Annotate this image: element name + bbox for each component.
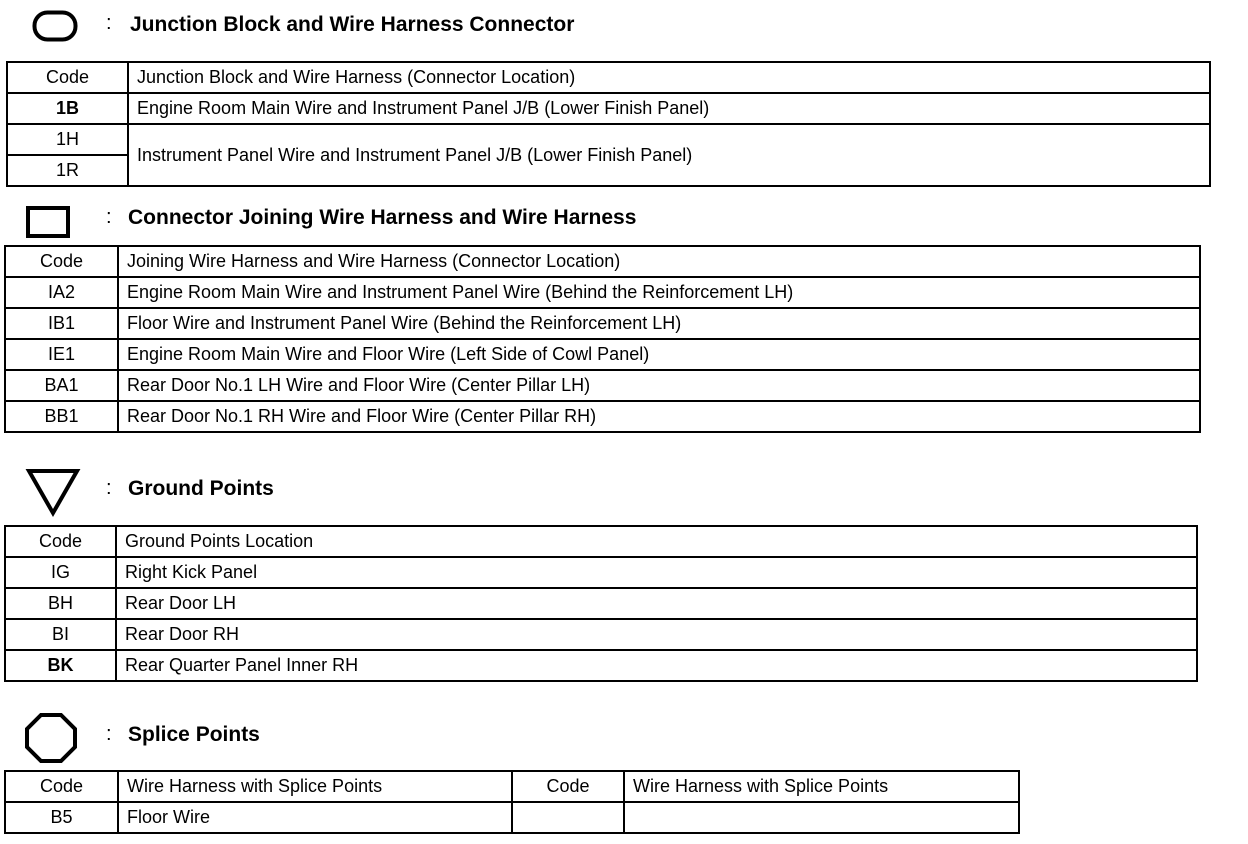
section-colon: :: [106, 723, 112, 745]
row-code: BB1: [5, 401, 118, 432]
splice-points-table: [4, 770, 1020, 834]
header-description: Junction Block and Wire Harness (Connector Location): [128, 62, 1210, 93]
section-title-junction-block: Junction Block and Wire Harness Connector: [130, 13, 575, 36]
table-header-row: [5, 771, 1019, 802]
row-description: [624, 802, 1019, 833]
table-row: [5, 802, 1019, 833]
header-description: Wire Harness with Splice Points: [624, 771, 1019, 802]
row-description: Floor Wire and Instrument Panel Wire (Behind the Reinforcement LH): [118, 308, 1200, 339]
header-code: Code: [5, 246, 118, 277]
row-code: IE1: [5, 339, 118, 370]
row-code: BI: [5, 619, 116, 650]
section-title-splice-points: Splice Points: [128, 723, 260, 746]
table-row: [5, 401, 1200, 432]
rounded-rectangle-icon: [32, 10, 78, 42]
table-row: [5, 557, 1197, 588]
row-code: IG: [5, 557, 116, 588]
table-row: [7, 93, 1210, 124]
row-description: Engine Room Main Wire and Instrument Panel J/B (Lower Finish Panel): [128, 93, 1210, 124]
row-code: IB1: [5, 308, 118, 339]
header-code: Code: [512, 771, 624, 802]
inverted-triangle-icon: [26, 468, 80, 516]
table-row: [5, 339, 1200, 370]
row-description: Floor Wire: [118, 802, 512, 833]
ground-points-table: [4, 525, 1198, 682]
table-header-row: [5, 526, 1197, 557]
row-code: [512, 802, 624, 833]
row-code: IA2: [5, 277, 118, 308]
row-code: 1H: [7, 124, 128, 155]
section-title-connector-joining: Connector Joining Wire Harness and Wire Harness: [128, 206, 637, 229]
row-code: 1B: [7, 93, 128, 124]
row-description: Rear Door RH: [116, 619, 1197, 650]
section-colon: :: [106, 206, 112, 228]
square-icon: [26, 206, 70, 238]
row-description: Engine Room Main Wire and Floor Wire (Left Side of Cowl Panel): [118, 339, 1200, 370]
table-row: [7, 124, 1210, 155]
octagon-icon: [24, 712, 78, 764]
row-code: B5: [5, 802, 118, 833]
header-description: Ground Points Location: [116, 526, 1197, 557]
row-description: Engine Room Main Wire and Instrument Panel Wire (Behind the Reinforcement LH): [118, 277, 1200, 308]
row-description: Rear Door LH: [116, 588, 1197, 619]
row-code: BH: [5, 588, 116, 619]
header-code: Code: [7, 62, 128, 93]
row-code: BK: [5, 650, 116, 681]
row-description: Rear Door No.1 LH Wire and Floor Wire (Center Pillar LH): [118, 370, 1200, 401]
section-colon: :: [106, 477, 112, 499]
table-row: [5, 619, 1197, 650]
row-code: BA1: [5, 370, 118, 401]
section-colon: :: [106, 12, 112, 34]
header-description: Joining Wire Harness and Wire Harness (Connector Location): [118, 246, 1200, 277]
header-description: Wire Harness with Splice Points: [118, 771, 512, 802]
header-code: Code: [5, 771, 118, 802]
table-header-row: [7, 62, 1210, 93]
header-code: Code: [5, 526, 116, 557]
connector-joining-table: [4, 245, 1201, 433]
table-row: [5, 277, 1200, 308]
junction-block-table: [6, 61, 1211, 187]
row-description: Right Kick Panel: [116, 557, 1197, 588]
table-row: [5, 308, 1200, 339]
table-row: [5, 650, 1197, 681]
section-title-ground-points: Ground Points: [128, 477, 274, 500]
table-row: [5, 370, 1200, 401]
row-description: Rear Quarter Panel Inner RH: [116, 650, 1197, 681]
row-description: Rear Door No.1 RH Wire and Floor Wire (Center Pillar RH): [118, 401, 1200, 432]
row-description: Instrument Panel Wire and Instrument Panel J/B (Lower Finish Panel): [128, 124, 1210, 186]
table-row: [5, 588, 1197, 619]
table-header-row: [5, 246, 1200, 277]
row-code: 1R: [7, 155, 128, 186]
